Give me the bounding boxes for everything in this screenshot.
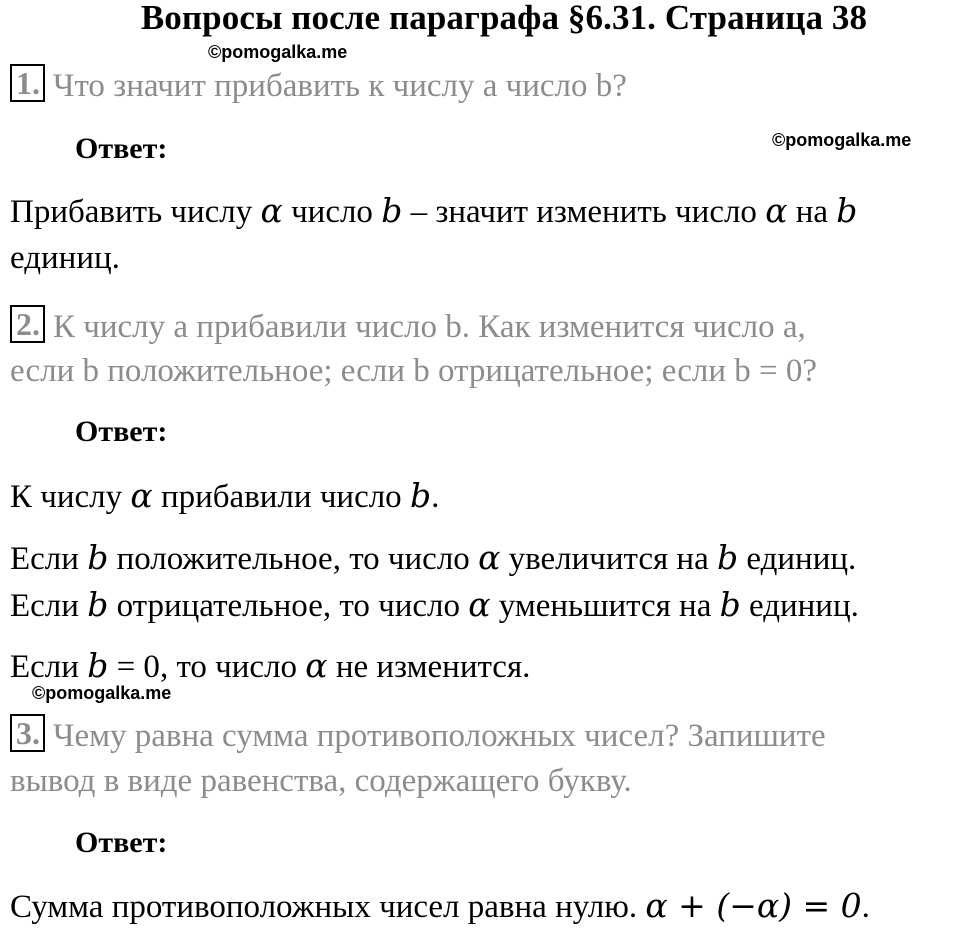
question-1-text: Что значит прибавить к числу a число b? bbox=[53, 68, 627, 104]
question-1 bbox=[10, 64, 627, 108]
question-3-text-line-2: вывод в виде равенства, содержащего букву. bbox=[10, 763, 632, 799]
answer-1-line-1: Прибавить числу α число b – значит изменить число α на b bbox=[10, 191, 858, 230]
watermark: ©pomogalka.me bbox=[208, 42, 348, 62]
question-3 bbox=[10, 714, 826, 758]
answer-2-line-1: К числу α прибавили число b. bbox=[10, 476, 440, 515]
question-number-3: 3. bbox=[10, 714, 45, 752]
answer-label-1: Ответ: bbox=[75, 132, 168, 165]
page-title: Вопросы после параграфа §6.31. Страница 38 bbox=[140, 0, 868, 37]
answer-label-2: Ответ: bbox=[75, 415, 168, 448]
answer-2-line-3: Если b отрицательное, то число α уменьшится на b единиц. bbox=[10, 585, 859, 624]
question-3-text-line-1: Чему равна сумма противоположных чисел? Запишите bbox=[53, 718, 826, 754]
question-number-2: 2. bbox=[10, 305, 45, 343]
answer-3-formula: α + (−α) = 0 bbox=[645, 886, 862, 925]
watermark: ©pomogalka.me bbox=[32, 683, 172, 703]
answer-label-3: Ответ: bbox=[75, 826, 168, 859]
answer-2-line-2: Если b положительное, то число α увеличится на b единиц. bbox=[10, 538, 857, 577]
answer-3: Сумма противоположных чисел равна нулю. α + (−α) = 0. bbox=[10, 886, 870, 925]
question-2-text-line-1: К числу a прибавили число b. Как изменится число a, bbox=[53, 309, 806, 345]
answer-1-line-2: единиц. bbox=[10, 240, 120, 276]
answer-2-line-4: Если b = 0, то число α не изменится. bbox=[10, 646, 531, 685]
question-2-text-line-2: если b положительное; если b отрицательное; если b = 0? bbox=[10, 353, 818, 389]
question-number-1: 1. bbox=[10, 64, 45, 102]
question-2 bbox=[10, 305, 806, 349]
watermark: ©pomogalka.me bbox=[772, 130, 912, 150]
